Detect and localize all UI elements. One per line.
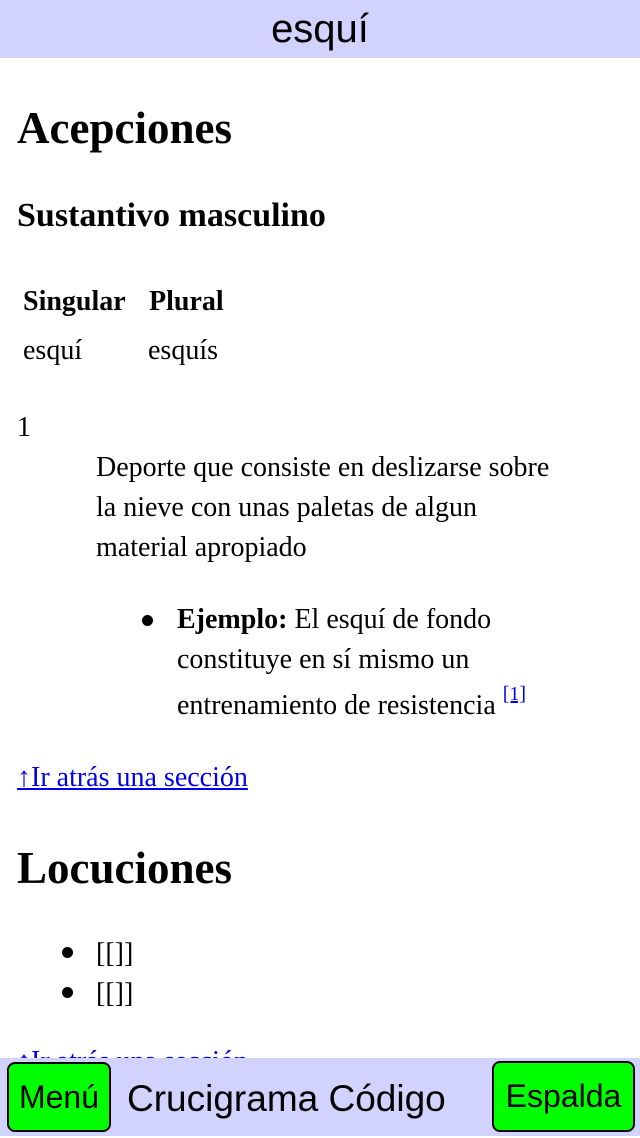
bottom-title: Crucigrama Código xyxy=(127,1078,446,1119)
back-button[interactable]: Espalda xyxy=(492,1061,635,1132)
definition-line: la nieve con unas paletas de algun xyxy=(96,492,477,523)
table-header-plural: Plural xyxy=(149,286,224,317)
example-line xyxy=(177,683,527,726)
bullet-icon xyxy=(62,987,73,998)
article-content[interactable] xyxy=(0,58,640,1058)
definition-number: 1 xyxy=(17,412,31,443)
back-section-link[interactable]: ↑Ir atrás una sección xyxy=(17,762,248,793)
page-title: esquí xyxy=(271,7,369,51)
example-text: El esquí de fondo xyxy=(294,604,492,635)
example-label: Ejemplo: xyxy=(177,604,288,635)
definition-line: material apropiado xyxy=(96,532,307,563)
table-cell-plural: esquís xyxy=(148,335,218,366)
list-item: [[]] xyxy=(96,978,134,1009)
section-heading-locuciones: Locuciones xyxy=(17,843,233,893)
top-bar xyxy=(0,0,640,58)
reference-link[interactable]: [1] xyxy=(502,683,527,705)
table-header-singular: Singular xyxy=(23,286,126,317)
example-line: constituye en sí mismo un xyxy=(177,644,470,675)
list-item: [[]] xyxy=(96,938,134,969)
definition-line: Deporte que consiste en deslizarse sobre xyxy=(96,452,550,483)
subsection-heading: Sustantivo masculino xyxy=(17,197,326,234)
bullet-icon xyxy=(142,615,153,626)
table-cell-singular: esquí xyxy=(23,335,83,366)
example-text: entrenamiento de resistencia xyxy=(177,690,496,721)
menu-button[interactable]: Menú xyxy=(7,1062,111,1132)
bottom-toolbar xyxy=(0,1058,640,1136)
bullet-icon xyxy=(62,947,73,958)
example-line xyxy=(177,600,491,640)
section-heading-acepciones: Acepciones xyxy=(17,103,232,153)
